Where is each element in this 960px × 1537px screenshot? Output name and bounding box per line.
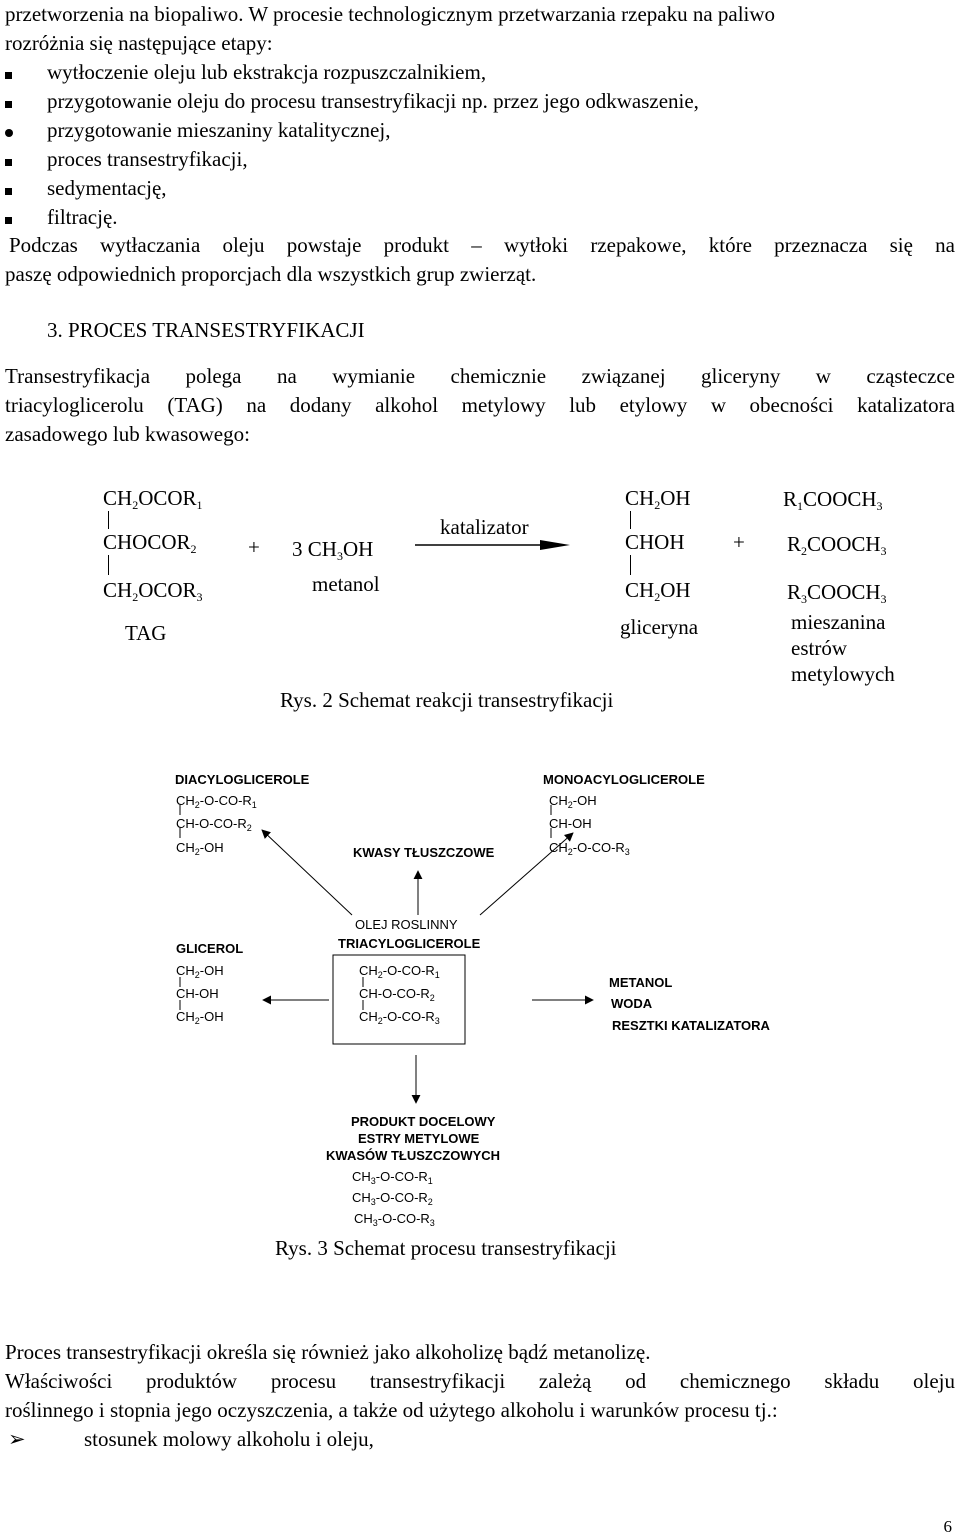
- ester-row-2: $R_2COOCH_3$: [787, 532, 887, 558]
- page-number: 6: [943, 1517, 952, 1536]
- product-title-3: KWASÓW TŁUSZCZOWYCH: [326, 1148, 501, 1163]
- tag-row-3: $CH_2OCOR_3$: [103, 578, 203, 604]
- plus-sign: +: [248, 535, 260, 559]
- catalyst-label: katalizator: [440, 515, 529, 539]
- monoacyl-row-3: $CH_2-O-CO-R_3$: [549, 840, 630, 857]
- product-title-1: PRODUKT DOCELOWY: [351, 1114, 496, 1129]
- input-catalyst-residue: RESZTKI KATALIZATORA: [612, 1018, 770, 1033]
- ester-row-3: $R_3COOCH_3$: [787, 580, 887, 606]
- glicerol-title: GLICEROL: [176, 941, 244, 956]
- monoacyl-title: MONOACYLOGLICEROLE: [543, 772, 705, 787]
- product-title-2: ESTRY METYLOWE: [358, 1131, 480, 1146]
- figure-caption-2: Rys. 2 Schemat reakcji transestryfikacji: [280, 688, 614, 712]
- arrow-to-diacyl: [262, 830, 352, 915]
- glicerol-row-1: $CH_2-OH$: [176, 963, 224, 980]
- intro-line-2: rozróżnia się następujące etapy:: [5, 31, 273, 55]
- closing-line: Proces transestryfikacji określa się również jako alkoholizę bądź metanolizę.: [5, 1340, 651, 1364]
- methanol-label: metanol: [312, 572, 380, 596]
- section-paragraph: Transestryfikacja polega na wymianie chemicznie związanej gliceryny w cząsteczce triacyloglicerolu (TAG) na dodany alkohol metylowy lub etylowy w obecności katalizatora zasadowego lub kwasowego:: [5, 364, 955, 446]
- input-water: WODA: [611, 996, 653, 1011]
- tag-label: TAG: [125, 621, 167, 645]
- input-methanol: METANOL: [609, 975, 673, 990]
- ester-row-1: $R_1COOCH_3$: [783, 487, 883, 513]
- esters-label-2: estrów: [791, 636, 847, 660]
- monoacyl-row-1: $CH_2-OH$: [549, 793, 597, 810]
- oil-title-1: OLEJ ROSLINNY: [355, 917, 458, 932]
- product-row-2: $CH_3-O-CO-R_2$: [352, 1190, 433, 1207]
- product-row-1: $CH_3-O-CO-R_1$: [352, 1169, 433, 1186]
- closing-paragraph: Właściwości produktów procesu transestryfikacji zależą od chemicznego składu oleju roślinnego i stopnia jego oczyszczenia, a także od użytego alkoholu i warunków procesu tj.:: [5, 1369, 955, 1422]
- oil-row-1: $CH_2-O-CO-R_1$: [359, 963, 440, 980]
- glicerol-row-2: CH-OH: [176, 986, 219, 1001]
- tag-row-2: $CHOCOR_2$: [103, 530, 197, 556]
- glycerol-label: gliceryna: [620, 615, 699, 639]
- glicerol-row-3: $CH_2-OH$: [176, 1009, 224, 1026]
- plus-sign: +: [733, 530, 745, 554]
- diacyl-row-2: $CH-O-CO-R_2$: [176, 816, 252, 833]
- diacyl-row-1: $CH_2-O-CO-R_1$: [176, 793, 257, 810]
- oil-title-2: TRIACYLOGLICEROLE: [338, 936, 481, 951]
- intro-paragraph: Podczas wytłaczania oleju powstaje produkt – wytłoki rzepakowe, które przeznacza się na paszę odpowiednich proporcjach dla wszystkich grup zwierząt.: [5, 233, 955, 286]
- oil-row-2: $CH-O-CO-R_2$: [359, 986, 435, 1003]
- arrow-bullet-icon: ➢: [8, 1427, 26, 1451]
- figure-caption-3: Rys. 3 Schemat procesu transestryfikacji: [275, 1236, 617, 1260]
- methanol-formula: 3 $CH_3OH$: [292, 537, 374, 563]
- glycerol-row-3: $CH_2OH$: [625, 578, 691, 604]
- tag-row-1: $CH_2OCOR_1$: [103, 486, 203, 512]
- monoacyl-row-2: CH-OH: [549, 816, 592, 831]
- glycerol-row-1: $CH_2OH$: [625, 486, 691, 512]
- intro-line-1: przetworzenia na biopaliwo. W procesie technologicznym przetwarzania rzepaku na paliwo: [5, 2, 776, 26]
- section-heading: 3. PROCES TRANSESTRYFIKACJI: [47, 318, 365, 342]
- product-row-3: $CH_3-O-CO-R_3$: [354, 1211, 435, 1228]
- glycerol-row-2: CHOH: [625, 530, 685, 554]
- esters-label-3: metylowych: [791, 662, 895, 686]
- diacyl-row-3: $CH_2-OH$: [176, 840, 224, 857]
- oil-row-3: $CH_2-O-CO-R_3$: [359, 1009, 440, 1026]
- esters-label-1: mieszanina: [791, 610, 886, 634]
- diacyl-title: DIACYLOGLICEROLE: [175, 772, 310, 787]
- fatty-acids-label: KWASY TŁUSZCZOWE: [353, 845, 495, 860]
